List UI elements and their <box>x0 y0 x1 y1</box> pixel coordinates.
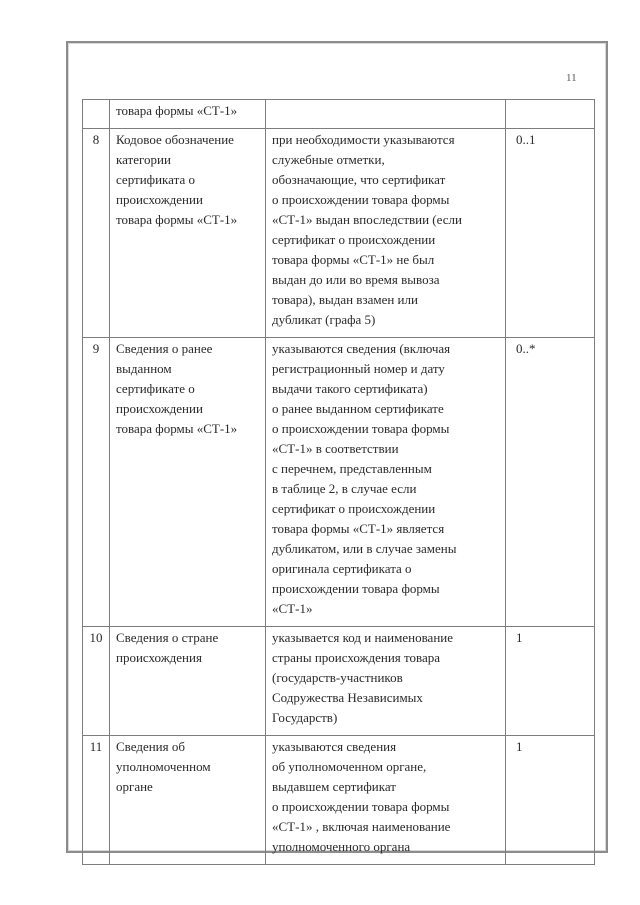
table-row <box>83 338 595 627</box>
table-row <box>83 100 595 129</box>
row-number: 9 <box>83 338 110 627</box>
requisites-table <box>82 99 595 865</box>
requisite-name: товара формы «СТ-1» <box>110 100 266 129</box>
requisite-multiplicity: 0..1 <box>506 129 595 338</box>
requisite-description: при необходимости указываются служебные отметки, обозначающие, что сертификат о происхождении товара формы «СТ-1» выдан впоследствии (если сертификат о происхождении товара формы «СТ-1» не был выдан до или во время вывоза товара), выдан взамен или дубликат (графа 5) <box>266 129 506 338</box>
requisite-name: Сведения о ранее выданном сертификате о происхождении товара формы «СТ-1» <box>110 338 266 627</box>
page-number: 11 <box>566 72 577 84</box>
requisite-description <box>266 100 506 129</box>
table-row <box>83 736 595 865</box>
row-number: 11 <box>83 736 110 865</box>
table-row <box>83 627 595 736</box>
requisite-name: Сведения об уполномоченном органе <box>110 736 266 865</box>
requisite-description: указываются сведения об уполномоченном органе, выдавшем сертификат о происхождении товара формы «СТ-1» , включая наименование уполномоченного органа <box>266 736 506 865</box>
requisite-multiplicity: 1 <box>506 736 595 865</box>
requisite-description: указываются сведения (включая регистрационный номер и дату выдачи такого сертификата) о ранее выданном сертификате о происхождении товара формы «СТ-1» в соответствии с перечнем, представленным в таблице 2, в случае если сертификат о происхождении товара формы «СТ-1» является дубликатом, или в случае замены оригинала сертификата о происхождении товара формы «СТ-1» <box>266 338 506 627</box>
row-number: 8 <box>83 129 110 338</box>
row-number <box>83 100 110 129</box>
requisite-multiplicity <box>506 100 595 129</box>
row-number: 10 <box>83 627 110 736</box>
requisite-multiplicity: 0..* <box>506 338 595 627</box>
requisite-name: Сведения о стране происхождения <box>110 627 266 736</box>
requisite-multiplicity: 1 <box>506 627 595 736</box>
requisite-name: Кодовое обозначение категории сертификата о происхождении товара формы «СТ-1» <box>110 129 266 338</box>
requisite-description: указывается код и наименование страны происхождения товара (государств-участников Содружества Независимых Государств) <box>266 627 506 736</box>
table-row <box>83 129 595 338</box>
